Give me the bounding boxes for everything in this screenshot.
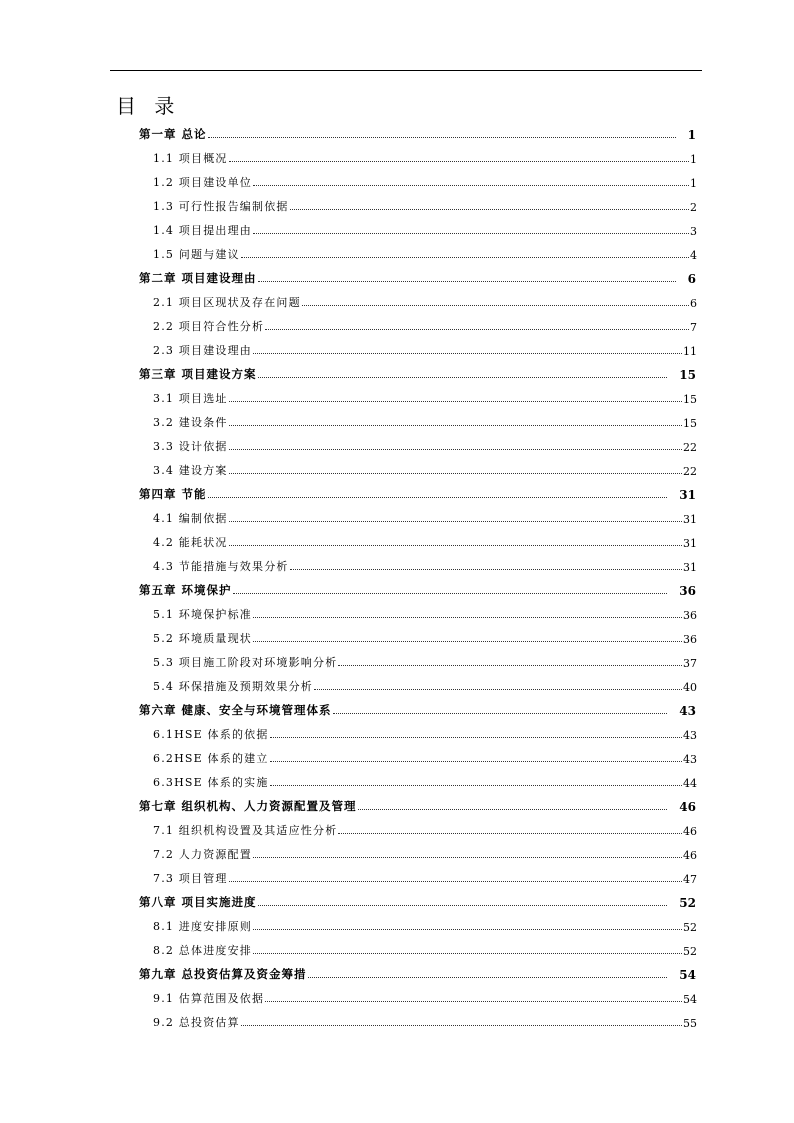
toc-entry-page-number: 40 [683, 681, 697, 694]
toc-entry-page-number: 15 [683, 393, 697, 406]
toc-section-entry[interactable] [0, 337, 794, 361]
toc-section-entry[interactable] [0, 985, 794, 1009]
toc-entry-label: 6.2HSE 体系的建立 [153, 752, 269, 765]
toc-section-entry[interactable] [0, 433, 794, 457]
dot-leader [253, 233, 689, 234]
toc-entry-page-number: 55 [683, 1017, 697, 1030]
toc-entry-page-number: 47 [683, 873, 697, 886]
toc-entry-label: 6.3HSE 体系的实施 [153, 776, 269, 789]
dot-leader [338, 833, 682, 834]
dot-leader [253, 185, 689, 186]
toc-entry-page-number: 15 [683, 417, 697, 430]
toc-chapter-entry[interactable] [0, 793, 794, 817]
toc-entry-label: 1.2 项目建设单位 [153, 176, 252, 189]
dot-leader [258, 377, 668, 378]
toc-section-entry[interactable] [0, 1009, 794, 1033]
toc-section-entry[interactable] [0, 745, 794, 769]
toc-entry-page-number: 46 [683, 825, 697, 838]
toc-entry-page-number: 7 [690, 321, 697, 334]
dot-leader [229, 401, 682, 402]
toc-entry-label: 4.3 节能措施与效果分析 [153, 560, 289, 573]
toc-section-entry[interactable] [0, 649, 794, 673]
toc-entry-page-number: 46 [679, 800, 696, 814]
toc-entry-label: 2.2 项目符合性分析 [153, 320, 265, 333]
toc-chapter-entry[interactable] [0, 121, 794, 145]
toc-entry-page-number: 43 [683, 729, 697, 742]
toc-entry-label: 第八章 项目实施进度 [139, 895, 257, 909]
dot-leader [302, 305, 689, 306]
toc-entry-page-number: 31 [683, 561, 697, 574]
dot-leader [253, 641, 682, 642]
toc-section-entry[interactable] [0, 289, 794, 313]
toc-section-entry[interactable] [0, 913, 794, 937]
toc-entry-label: 3.1 项目选址 [153, 392, 228, 405]
toc-entry-label: 8.2 总体进度安排 [153, 944, 252, 957]
dot-leader [229, 881, 682, 882]
toc-section-entry[interactable] [0, 217, 794, 241]
toc-entry-label: 8.1 进度安排原则 [153, 920, 252, 933]
toc-entry-label: 5.3 项目施工阶段对环境影响分析 [153, 656, 338, 669]
toc-entry-page-number: 31 [683, 537, 697, 550]
toc-chapter-entry[interactable] [0, 265, 794, 289]
toc-entry-page-number: 36 [683, 609, 697, 622]
dot-leader [229, 161, 689, 162]
toc-section-entry[interactable] [0, 529, 794, 553]
toc-entry-label: 2.3 项目建设理由 [153, 344, 252, 357]
toc-entry-page-number: 1 [690, 177, 697, 190]
dot-leader [270, 785, 682, 786]
toc-chapter-entry[interactable] [0, 961, 794, 985]
toc-section-entry[interactable] [0, 769, 794, 793]
dot-leader [338, 665, 682, 666]
toc-entry-page-number: 37 [683, 657, 697, 670]
dot-leader [308, 977, 668, 978]
toc-entry-page-number: 1 [690, 153, 697, 166]
toc-section-entry[interactable] [0, 241, 794, 265]
toc-entry-page-number: 15 [679, 368, 696, 382]
toc-section-entry[interactable] [0, 385, 794, 409]
dot-leader [253, 929, 682, 930]
toc-entry-page-number: 1 [687, 128, 696, 142]
toc-entry-label: 第九章 总投资估算及资金筹措 [139, 967, 307, 981]
dot-leader [290, 569, 682, 570]
toc-entry-page-number: 22 [683, 441, 697, 454]
dot-leader [333, 713, 668, 714]
toc-section-entry[interactable] [0, 553, 794, 577]
toc-entry-page-number: 46 [683, 849, 697, 862]
dot-leader [233, 593, 668, 594]
toc-entry-label: 第一章 总论 [139, 127, 207, 141]
toc-entry-page-number: 36 [679, 584, 696, 598]
toc-entry-label: 第五章 环境保护 [139, 583, 232, 597]
toc-entry-label: 第六章 健康、安全与环境管理体系 [139, 703, 332, 717]
toc-entry-label: 1.4 项目提出理由 [153, 224, 252, 237]
toc-entry-label: 1.5 问题与建议 [153, 248, 240, 261]
toc-entry-page-number: 52 [683, 921, 697, 934]
toc-entry-label: 7.2 人力资源配置 [153, 848, 252, 861]
toc-entry-page-number: 31 [679, 488, 696, 502]
toc-entry-page-number: 2 [690, 201, 697, 214]
toc-entry-label: 2.1 项目区现状及存在问题 [153, 296, 301, 309]
dot-leader [265, 1001, 682, 1002]
dot-leader [290, 209, 689, 210]
dot-leader [270, 761, 682, 762]
toc-entry-page-number: 22 [683, 465, 697, 478]
toc-section-entry[interactable] [0, 673, 794, 697]
toc-entry-label: 第三章 项目建设方案 [139, 367, 257, 381]
toc-section-entry[interactable] [0, 193, 794, 217]
toc-entry-page-number: 44 [683, 777, 697, 790]
toc-section-entry[interactable] [0, 817, 794, 841]
dot-leader [253, 953, 682, 954]
toc-section-entry[interactable] [0, 313, 794, 337]
toc-entry-label: 3.3 设计依据 [153, 440, 228, 453]
dot-leader [253, 617, 682, 618]
toc-section-entry[interactable] [0, 841, 794, 865]
header-rule [110, 70, 702, 71]
dot-leader [253, 353, 682, 354]
toc-entry-page-number: 52 [683, 945, 697, 958]
toc-section-entry[interactable] [0, 169, 794, 193]
toc-entry-label: 1.3 可行性报告编制依据 [153, 200, 289, 213]
dot-leader [229, 425, 682, 426]
toc-title: 目 录 [116, 94, 181, 118]
dot-leader [358, 809, 668, 810]
toc-chapter-entry[interactable] [0, 577, 794, 601]
toc-entry-page-number: 54 [683, 993, 697, 1006]
toc-chapter-entry[interactable] [0, 361, 794, 385]
toc-entry-page-number: 3 [690, 225, 697, 238]
toc-entry-page-number: 52 [679, 896, 696, 910]
dot-leader [229, 545, 682, 546]
toc-entry-label: 第七章 组织机构、人力资源配置及管理 [139, 799, 357, 813]
dot-leader [208, 137, 676, 138]
toc-entry-label: 5.2 环境质量现状 [153, 632, 252, 645]
toc-entry-label: 5.4 环保措施及预期效果分析 [153, 680, 313, 693]
toc-entry-label: 6.1HSE 体系的依据 [153, 728, 269, 741]
toc-entry-label: 4.1 编制依据 [153, 512, 228, 525]
toc-section-entry[interactable] [0, 721, 794, 745]
dot-leader [314, 689, 682, 690]
toc-entry-label: 9.2 总投资估算 [153, 1016, 240, 1029]
toc-entry-label: 第二章 项目建设理由 [139, 271, 257, 285]
toc-entry-page-number: 6 [690, 297, 697, 310]
toc-entry-label: 9.1 估算范围及依据 [153, 992, 265, 1005]
toc-section-entry[interactable] [0, 409, 794, 433]
toc-section-entry[interactable] [0, 505, 794, 529]
dot-leader [229, 473, 682, 474]
dot-leader [253, 857, 682, 858]
toc-entry-page-number: 4 [690, 249, 697, 262]
toc-entry-page-number: 54 [679, 968, 696, 982]
dot-leader [258, 281, 676, 282]
toc-chapter-entry[interactable] [0, 697, 794, 721]
toc-list [0, 121, 794, 1033]
dot-leader [208, 497, 668, 498]
toc-section-entry[interactable] [0, 937, 794, 961]
toc-entry-page-number: 36 [683, 633, 697, 646]
toc-entry-label: 第四章 节能 [139, 487, 207, 501]
toc-entry-label: 7.3 项目管理 [153, 872, 228, 885]
toc-entry-label: 1.1 项目概况 [153, 152, 228, 165]
toc-entry-page-number: 43 [683, 753, 697, 766]
toc-entry-page-number: 11 [683, 345, 697, 358]
toc-entry-label: 3.2 建设条件 [153, 416, 228, 429]
dot-leader [241, 1025, 682, 1026]
toc-entry-page-number: 6 [687, 272, 696, 286]
dot-leader [258, 905, 668, 906]
toc-section-entry[interactable] [0, 865, 794, 889]
toc-entry-page-number: 43 [679, 704, 696, 718]
dot-leader [229, 521, 682, 522]
toc-section-entry[interactable] [0, 625, 794, 649]
dot-leader [265, 329, 689, 330]
toc-chapter-entry[interactable] [0, 481, 794, 505]
dot-leader [270, 737, 682, 738]
dot-leader [241, 257, 689, 258]
toc-chapter-entry[interactable] [0, 889, 794, 913]
toc-entry-label: 5.1 环境保护标准 [153, 608, 252, 621]
toc-section-entry[interactable] [0, 145, 794, 169]
toc-section-entry[interactable] [0, 457, 794, 481]
toc-entry-label: 3.4 建设方案 [153, 464, 228, 477]
toc-entry-page-number: 31 [683, 513, 697, 526]
toc-entry-label: 7.1 组织机构设置及其适应性分析 [153, 824, 338, 837]
toc-entry-label: 4.2 能耗状况 [153, 536, 228, 549]
toc-section-entry[interactable] [0, 601, 794, 625]
dot-leader [229, 449, 682, 450]
